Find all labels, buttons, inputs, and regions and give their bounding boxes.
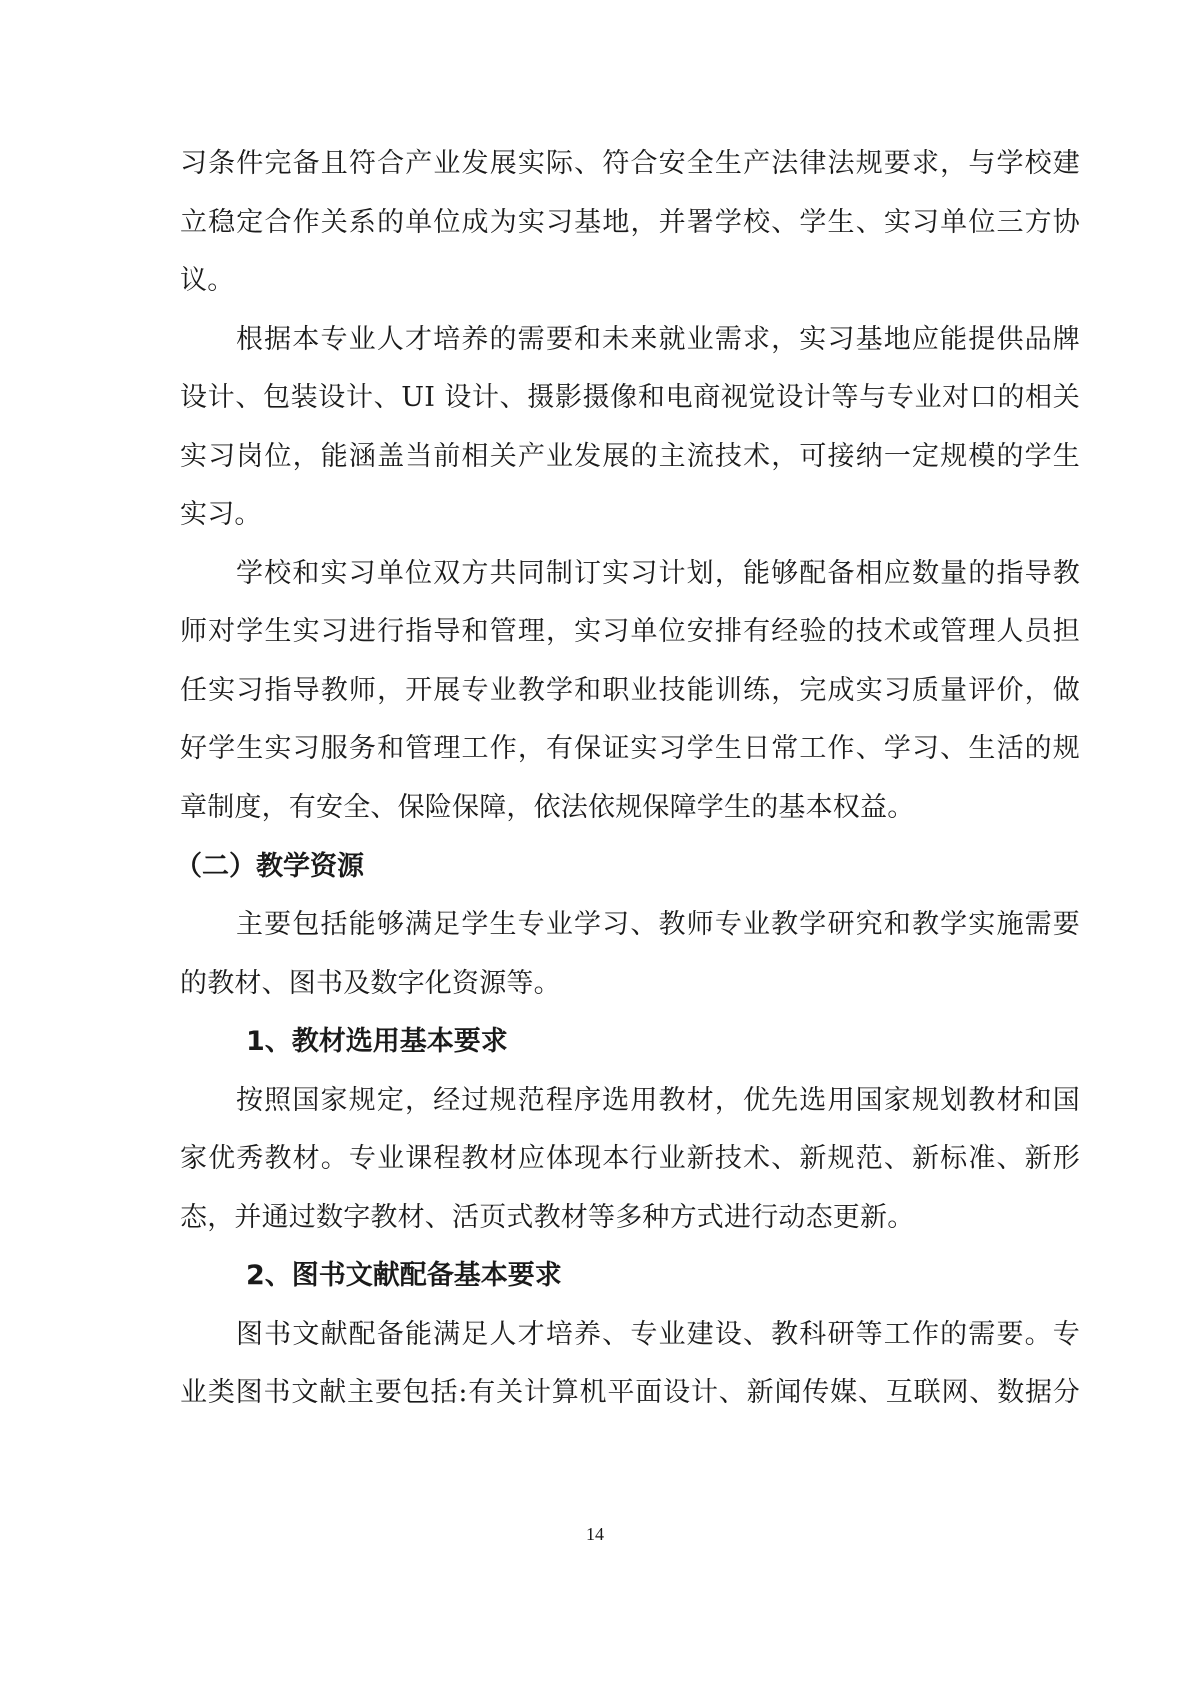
paragraph-line: 任实习指导教师，开展专业教学和职业技能训练，完成实习质量评价，做 [180, 675, 1080, 706]
paragraph-line: 设计、包装设计、UI 设计、摄影摄像和电商视觉设计等与专业对口的相关 [180, 382, 1080, 413]
paragraph-line: 图书文献配备能满足人才培养、专业建设、教科研等工作的需要。专 [236, 1319, 1080, 1350]
subsection-heading: 1、教材选用基本要求 [246, 1026, 508, 1057]
paragraph-line: 立稳定合作关系的单位成为实习基地，并署学校、学生、实习单位三方协 [180, 207, 1080, 238]
paragraph-line: 家优秀教材。专业课程教材应体现本行业新技术、新规范、新标准、新形 [180, 1143, 1080, 1174]
paragraph-line: 章制度，有安全、保险保障，依法依规保障学生的基本权益。 [180, 792, 915, 823]
paragraph-line: 主要包括能够满足学生专业学习、教师专业教学研究和教学实施需要 [236, 909, 1080, 940]
paragraph-line: 态，并通过数字教材、活页式教材等多种方式进行动态更新。 [180, 1202, 915, 1233]
paragraph-line: 根据本专业人才培养的需要和未来就业需求，实习基地应能提供品牌 [236, 324, 1080, 355]
paragraph-line: 好学生实习服务和管理工作，有保证实习学生日常工作、学习、生活的规 [180, 733, 1080, 764]
paragraph-line: 实习岗位，能涵盖当前相关产业发展的主流技术，可接纳一定规模的学生 [180, 441, 1080, 472]
paragraph-line: 按照国家规定，经过规范程序选用教材，优先选用国家规划教材和国 [236, 1085, 1080, 1116]
paragraph-line: 学校和实习单位双方共同制订实习计划，能够配备相应数量的指导教 [236, 558, 1080, 589]
subsection-heading: 2、图书文献配备基本要求 [246, 1260, 562, 1291]
section-heading: （二）教学资源 [175, 851, 364, 882]
paragraph-line: 实习。 [180, 499, 262, 530]
paragraph-line: 业类图书文献主要包括:有关计算机平面设计、新闻传媒、互联网、数据分 [180, 1377, 1080, 1408]
page-number: 14 [586, 1524, 604, 1544]
paragraph-line: 师对学生实习进行指导和管理，实习单位安排有经验的技术或管理人员担 [180, 616, 1080, 647]
paragraph-line: 议。 [180, 265, 235, 296]
paragraph-line: 的教材、图书及数字化资源等。 [180, 968, 561, 999]
paragraph-line: 习条件完备且符合产业发展实际、符合安全生产法律法规要求，与学校建 [180, 148, 1080, 179]
